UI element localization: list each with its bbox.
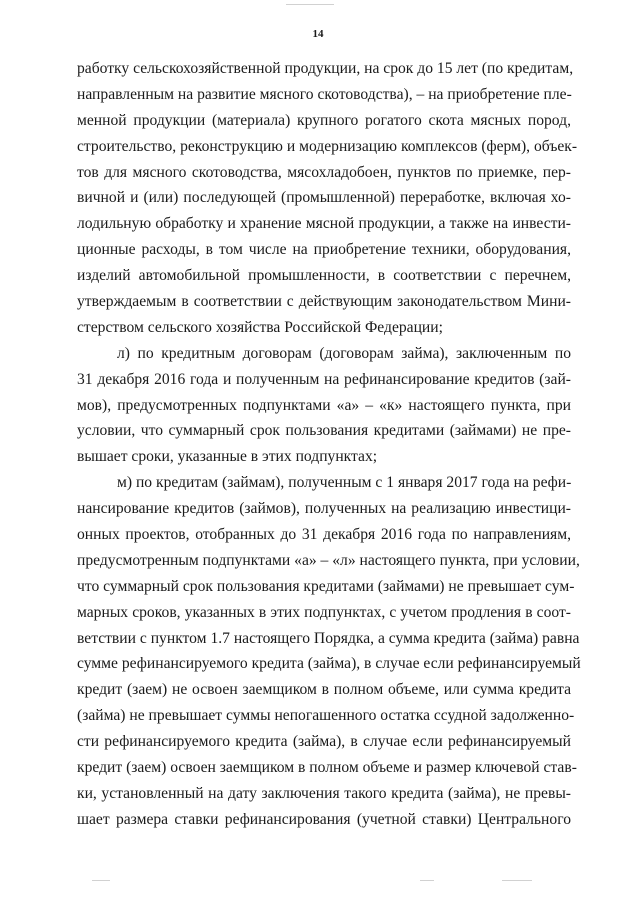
text-line: изделий автомобильной промышленности, в соответствии с перечнем, [77, 267, 571, 285]
text-line: ки, установленный на дату заключения такого кредита (займа), не превы- [77, 784, 571, 802]
text-line: шает размера ставки рефинансирования (учетной ставки) Центрального [77, 810, 571, 828]
text-line: л) по кредитным договорам (договорам займа), заключенным по [117, 344, 571, 362]
text-line: утверждаемым в соответствии с действующим законодательством Мини- [77, 293, 571, 311]
text-line: сумме рефинансируемого кредита (займа), в случае если рефинансируемый [77, 655, 581, 673]
document-body [77, 56, 581, 833]
text-line: работку сельскохозяйственной продукции, на срок до 15 лет (по кредитам, [77, 60, 574, 77]
paragraph [77, 56, 578, 341]
text-line: лодильную обработку и хранение мясной продукции, а также на инвести- [77, 215, 571, 233]
text-line: строительство, реконструкцию и модернизацию комплексов (ферм), объек- [77, 137, 578, 155]
text-line: (займа) не превышает суммы непогашенного остатка ссудной задолженно- [77, 707, 575, 725]
text-line: ционные расходы, в том числе на приобретение техники, оборудования, [77, 241, 571, 259]
text-line: вичной и (или) последующей (промышленной) переработке, включая хо- [77, 189, 571, 207]
text-line: 31 декабря 2016 года и полученным на рефинансирование кредитов (зай- [77, 370, 571, 388]
text-line: кредит (заем) не освоен заемщиком в полном объеме, или сумма кредита [77, 681, 571, 699]
text-line: условии, что суммарный срок пользования кредитами (займами) не пре- [77, 422, 571, 440]
text-line: тов для мясного скотоводства, мясохладобоен, пунктов по приемке, пер- [77, 163, 571, 181]
text-line: м) по кредитам (займам), полученным с 1 января 2017 года на рефи- [117, 474, 572, 492]
scan-artifact-bottom-right [502, 880, 532, 881]
text-line: марных сроков, указанных в этих подпунктах, с учетом продления в соот- [77, 603, 571, 621]
text-line: что суммарный срок пользования кредитами (займами) не превышает сум- [77, 577, 575, 595]
text-line: сти рефинансируемого кредита (займа), в случае если рефинансируемый [77, 733, 571, 751]
paragraph [77, 470, 581, 832]
text-line: кредит (заем) освоен заемщиком в полном объеме и размер ключевой став- [77, 759, 577, 777]
text-line: вышает сроки, указанные в этих подпунктах; [77, 448, 378, 466]
text-line: мов), предусмотренных подпунктами «а» – «к» настоящего пункта, при [77, 396, 571, 414]
scan-artifact-top [286, 4, 334, 5]
text-line: онных проектов, отобранных до 31 декабря 2016 года по направлениям, [77, 526, 571, 544]
text-line: менной продукции (материала) крупного рогатого скота мясных пород, [77, 111, 571, 129]
text-line: стерством сельского хозяйства Российской Федерации; [77, 318, 443, 336]
text-line: предусмотренным подпунктами «а» – «л» настоящего пункта, при условии, [77, 551, 580, 569]
paragraph [77, 341, 571, 470]
text-line: направленным на развитие мясного скотоводства), – на приобретение пле- [77, 85, 572, 103]
text-line: ветствии с пунктом 1.7 настоящего Порядка, а сумма кредита (займа) равна [77, 629, 580, 647]
scan-artifact-bottom-left [92, 880, 110, 881]
page-number: 14 [312, 28, 324, 40]
scan-artifact-bottom-mid [420, 880, 434, 881]
text-line: нансирование кредитов (займов), полученных на реализацию инвестици- [77, 500, 571, 518]
